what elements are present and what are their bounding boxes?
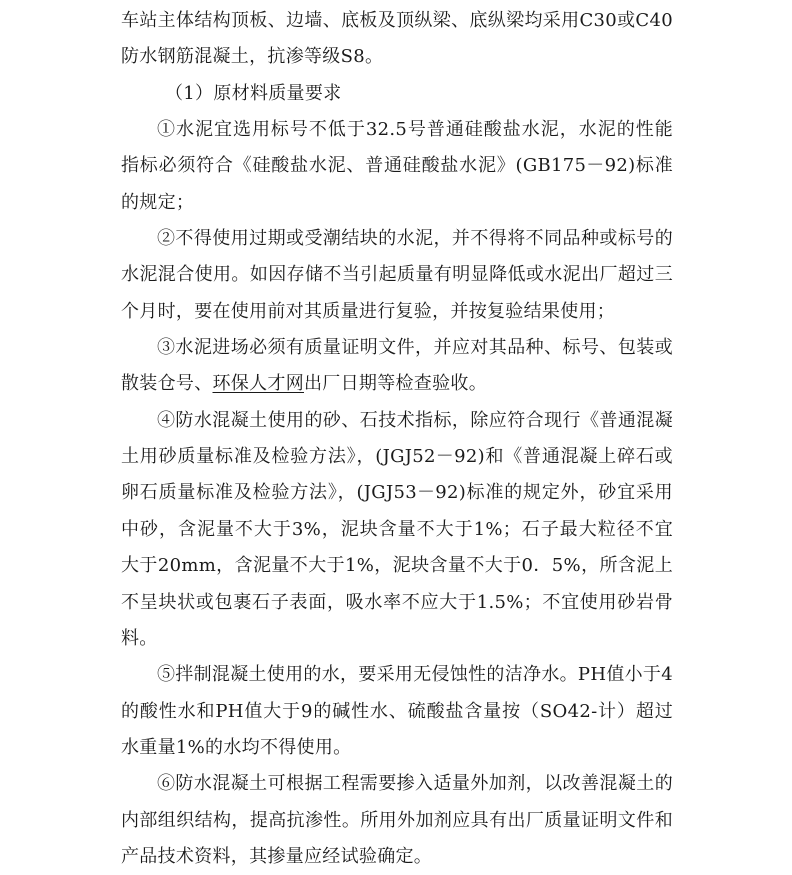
- item-sand-stone: ④防水混凝土使用的砂、石技术指标，除应符合现行《普通混凝土用砂质量标准及检验方法》，(JGJ52－92)和《普通混凝上碎石或卵石质量标准及检验方法》，(JGJ53－92)标准的规定外，砂宜采用中砂，含泥量不大于3%，泥块含量不大于1%；石子最大粒径不宜大于20mm，含泥量不大于1%，泥块含量不大于0．5%，所含泥上不呈块状或包裹石子表面，吸水率不应大于1.5%；不宜使用砂岩骨料。: [121, 409, 673, 649]
- item-mixing-water: ⑤拌制混凝土使用的水，要采用无侵蚀性的洁净水。PH值小于4的酸性水和PH值大于9的碱性水、硫酸盐含量按（SO42-计）超过水重量1%的水均不得使用。: [121, 664, 673, 758]
- item-cement-grade: ①水泥宜选用标号不低于32.5号普通硅酸盐水泥，水泥的性能指标必须符合《硅酸盐水泥、普通硅酸盐水泥》(GB175－92)标准的规定；: [121, 119, 673, 213]
- section-heading: （1）原材料质量要求: [165, 82, 342, 104]
- item-admixture: ⑥防水混凝土可根据工程需要掺入适量外加剂，以改善混凝土的内部组织结构，提高抗渗性。所用外加剂应具有出厂质量证明文件和产品技术资料，其掺量应经试验确定。: [121, 773, 673, 867]
- intro-paragraph: 车站主体结构顶板、边墙、底板及顶纵梁、底纵梁均采用C30或C40防水钢筋混凝土，抗渗等级S8。: [121, 10, 673, 68]
- item-cement-inspection: [121, 330, 673, 403]
- item-cement-inspection-text-after: 出厂日期等检查验收。: [304, 373, 487, 395]
- document-body: [121, 3, 673, 875]
- item-cement-storage: ②不得使用过期或受潮结块的水泥，并不得将不同品种或标号的水泥混合使用。如因存储不当引起质量有明显降低或水泥出厂超过三个月时，要在使用前对其质量进行复验，并按复验结果使用；: [121, 228, 673, 322]
- item-cement-inspection-text-before: ③水泥进场必须有质量证明文件，并应对其品种、标号、包装或散装仓号、: [121, 337, 673, 395]
- hyperlink-huanbao-rencai[interactable]: 环保人才网: [212, 373, 304, 395]
